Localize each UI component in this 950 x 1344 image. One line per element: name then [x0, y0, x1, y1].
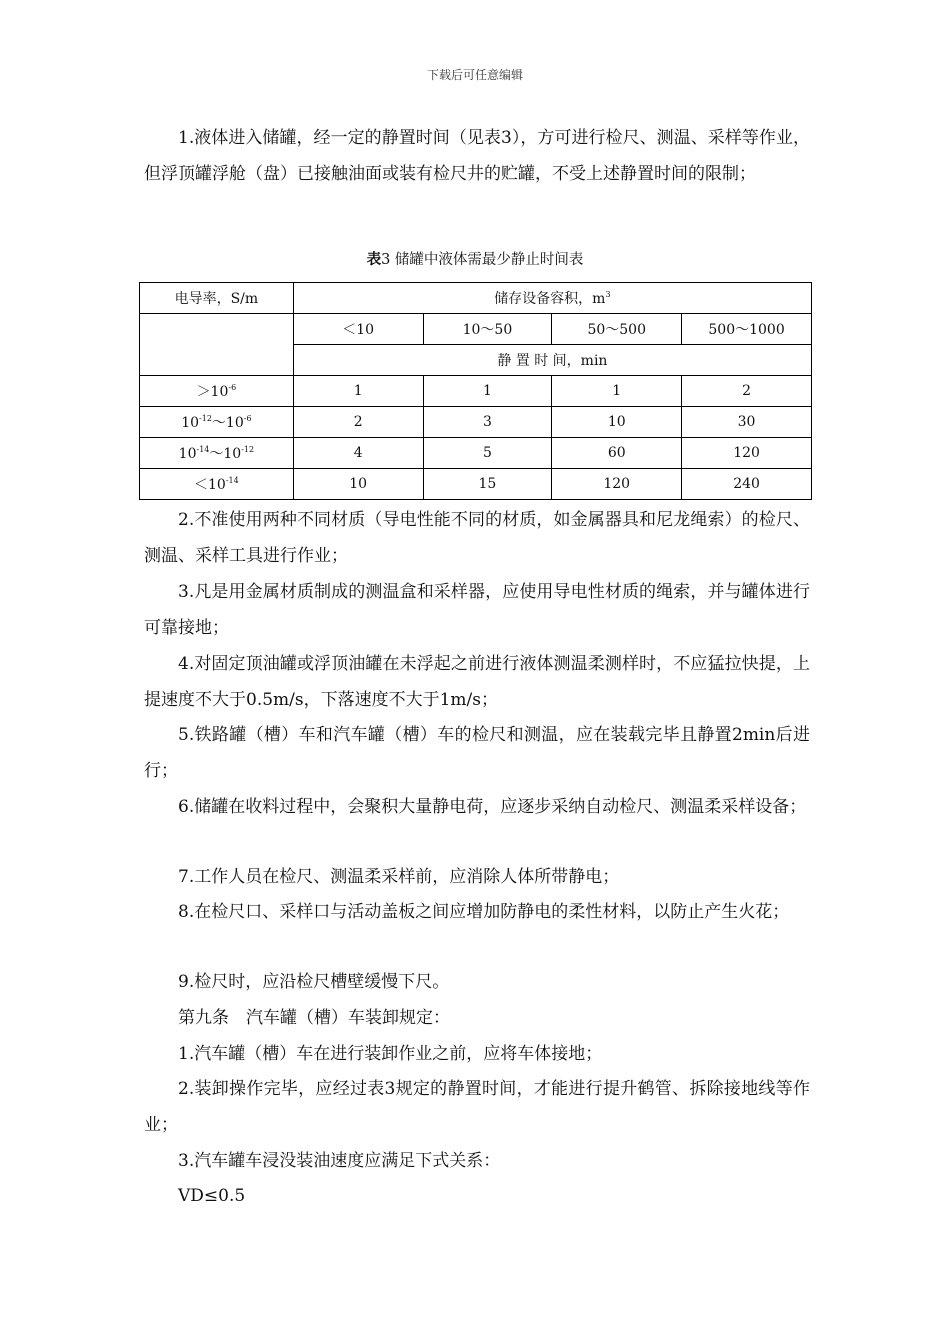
capacity-cell: 500～1000: [682, 314, 812, 345]
table-row: [140, 376, 812, 407]
time-cell: 2: [682, 376, 812, 407]
intro-paragraph: 1.液体进入储罐，经一定的静置时间（见表3），方可进行检尺、测温、采样等作业，但浮顶罐浮舱（盘）已接触油面或装有检尺井的贮罐，不受上述静置时间的限制；: [144, 128, 810, 184]
item-4: 4.对固定顶油罐或浮顶油罐在未浮起之前进行液体测温柔测样时，不应猛拉快提，上提速度不大于0.5m/s，下落速度不大于1m/s；: [144, 654, 810, 710]
caption-bold: 表: [366, 251, 382, 268]
conductivity-cell: $10^{-14}\sim 10^{-12}$: [140, 438, 294, 469]
capacity-cell: ＜10: [293, 314, 423, 345]
time-cell: 4: [293, 438, 423, 469]
time-label: 静 置 时 间，min: [293, 345, 811, 376]
table-row: [140, 314, 812, 345]
time-cell: 60: [552, 438, 682, 469]
empty-cell: [140, 314, 294, 376]
capacity-header: 储存设备容积，$m^3$: [293, 283, 811, 314]
capacity-cell: 10～50: [423, 314, 552, 345]
item-8: 8.在检尺口、采样口与活动盖板之间应增加防静电的柔性材料，以防止产生火花；: [178, 902, 790, 922]
time-cell: 10: [293, 469, 423, 500]
time-cell: 120: [682, 438, 812, 469]
time-cell: 120: [552, 469, 682, 500]
time-cell: 2: [293, 407, 423, 438]
article-9-item-1: 1.汽车罐（槽）车在进行装卸作业之前，应将车体接地；: [178, 1044, 603, 1064]
time-cell: 10: [552, 407, 682, 438]
time-cell: 1: [552, 376, 682, 407]
time-cell: 1: [293, 376, 423, 407]
article-9-item-2: 2.装卸操作完毕，应经过表3规定的静置时间，才能进行提升鹤管、拆除接地线等作业；: [144, 1079, 810, 1135]
table-row: [140, 407, 812, 438]
table-row: [140, 438, 812, 469]
page-header: 下载后可任意编辑: [426, 68, 523, 82]
item-3: 3.凡是用金属材质制成的测温盒和采样器，应使用导电性材质的绳索，并与罐体进行可靠接地；: [144, 582, 810, 638]
item-5: 5.铁路罐（槽）车和汽车罐（槽）车的检尺和测温，应在装载完毕且静置2min后进行；: [144, 725, 810, 781]
time-cell: 5: [423, 438, 552, 469]
caption-text: 3 储罐中液体需最少静止时间表: [381, 252, 584, 268]
time-cell: 240: [682, 469, 812, 500]
capacity-cell: 50～500: [552, 314, 682, 345]
item-2: 2.不准使用两种不同材质（导电性能不同的材质，如金属器具和尼龙绳索）的检尺、测温、采样工具进行作业；: [144, 510, 810, 566]
time-cell: 1: [423, 376, 552, 407]
item-6: 6.储罐在收料过程中，会聚积大量静电荷，应逐步采纳自动检尺、测温柔采样设备；: [178, 797, 807, 817]
time-cell: 15: [423, 469, 552, 500]
formula: VD≤0.5: [178, 1186, 246, 1206]
conductivity-cell: $<10^{-14}$: [140, 469, 294, 500]
settling-time-table: [139, 282, 812, 500]
conductivity-cell: $10^{-12}\sim 10^{-6}$: [140, 407, 294, 438]
conductivity-cell: $>10^{-6}$: [140, 376, 294, 407]
table-caption: [0, 248, 950, 269]
item-9: 9.检尺时，应沿检尺槽壁缓慢下尺。: [178, 972, 450, 992]
table-row: [140, 469, 812, 500]
item-7: 7.工作人员在检尺、测温柔采样前，应消除人体所带静电；: [178, 867, 620, 887]
conductivity-header: 电导率，S/m: [140, 283, 294, 314]
time-cell: 3: [423, 407, 552, 438]
time-cell: 30: [682, 407, 812, 438]
article-9-heading: 第九条 汽车罐（槽）车装卸规定：: [178, 1008, 450, 1028]
table-row: [140, 283, 812, 314]
article-9-item-3: 3.汽车罐车浸没装油速度应满足下式关系：: [178, 1151, 501, 1171]
